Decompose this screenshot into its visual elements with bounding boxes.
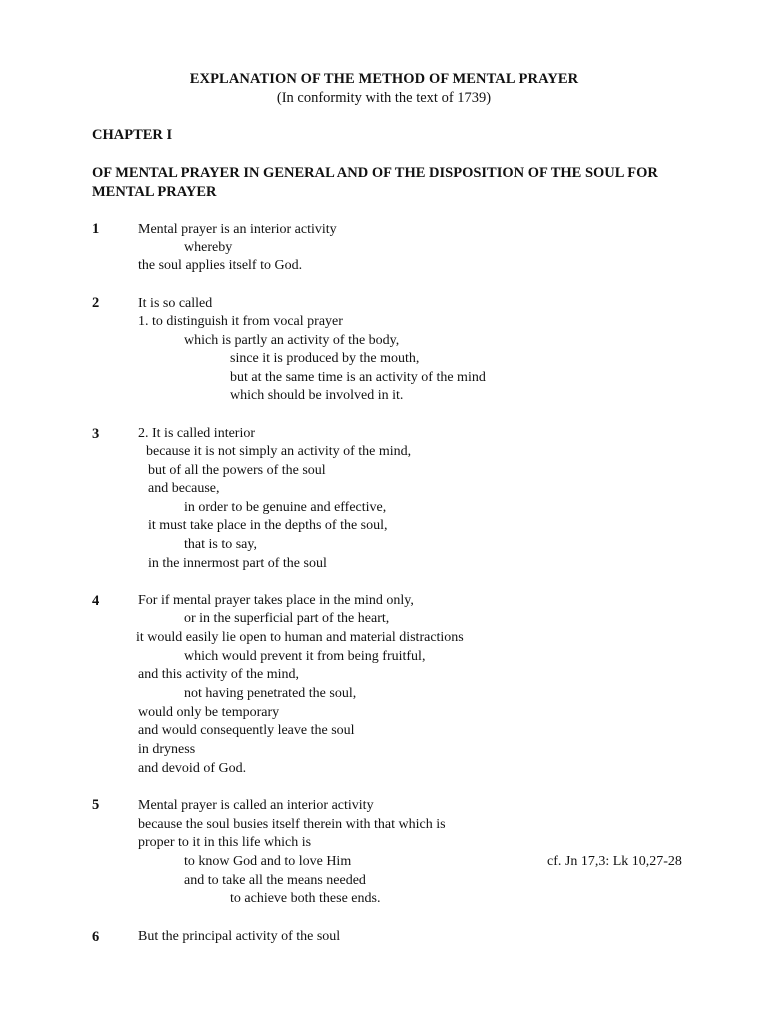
paragraph-line: to know God and to love Him: [184, 854, 352, 869]
paragraph-line: in the innermost part of the soul: [148, 556, 327, 571]
paragraph-line: But the principal activity of the soul: [138, 929, 341, 944]
paragraph-line: and to take all the means needed: [184, 873, 366, 888]
paragraph-line: in dryness: [138, 742, 196, 757]
paragraph-number: 4: [92, 593, 100, 609]
paragraph-line: which is partly an activity of the body,: [184, 333, 400, 348]
paragraph-line: but at the same time is an activity of the mind: [230, 370, 486, 385]
paragraph-line: or in the superficial part of the heart,: [184, 611, 390, 626]
paragraph-line: proper to it in this life which is: [138, 835, 312, 850]
paragraph-line: would only be temporary: [138, 705, 280, 720]
paragraph-line: it would easily lie open to human and material distractions: [136, 630, 464, 645]
chapter-label: CHAPTER I: [92, 127, 173, 143]
paragraph-line: For if mental prayer takes place in the mind only,: [138, 593, 414, 608]
paragraph-line: that is to say,: [184, 537, 257, 552]
paragraph-line: whereby: [184, 240, 233, 255]
paragraph-line: Mental prayer is called an interior activity: [138, 798, 374, 813]
paragraph-line: the soul applies itself to God.: [138, 258, 303, 273]
paragraph-number: 3: [92, 426, 100, 442]
paragraph-number: 2: [92, 295, 100, 311]
document-subtitle: (In conformity with the text of 1739): [276, 90, 492, 106]
paragraph-line: it must take place in the depths of the soul,: [148, 518, 388, 533]
scripture-reference: cf. Jn 17,3: Lk 10,27-28: [547, 854, 682, 869]
paragraph-number: 5: [92, 797, 100, 813]
paragraph-line: 2. It is called interior: [138, 426, 256, 441]
paragraph-line: and this activity of the mind,: [138, 667, 299, 682]
paragraph-line: but of all the powers of the soul: [148, 463, 326, 478]
paragraph-line: Mental prayer is an interior activity: [138, 222, 337, 237]
chapter-heading: [92, 164, 712, 202]
paragraph-line: and would consequently leave the soul: [138, 723, 355, 738]
paragraph-line: It is so called: [138, 296, 213, 311]
paragraph-line: not having penetrated the soul,: [184, 686, 357, 701]
document-title: EXPLANATION OF THE METHOD OF MENTAL PRAYER: [189, 71, 579, 87]
paragraph-line: which would prevent it from being fruitful,: [184, 649, 426, 664]
paragraph-line: since it is produced by the mouth,: [230, 351, 420, 366]
chapter-heading-line: OF MENTAL PRAYER IN GENERAL AND OF THE DISPOSITION OF THE SOUL FOR: [92, 165, 658, 181]
paragraph-number: 6: [92, 929, 100, 945]
paragraph-number: 1: [92, 221, 100, 237]
paragraph-line: and because,: [148, 481, 220, 496]
paragraph-line: 1. to distinguish it from vocal prayer: [138, 314, 343, 329]
paragraph-line: which should be involved in it.: [230, 388, 404, 403]
paragraph-line: in order to be genuine and effective,: [184, 500, 387, 515]
paragraph-line: because the soul busies itself therein with that which is: [138, 817, 446, 832]
paragraph-line: because it is not simply an activity of the mind,: [146, 444, 412, 459]
paragraph-line: to achieve both these ends.: [230, 891, 381, 906]
paragraph-line: and devoid of God.: [138, 761, 247, 776]
chapter-heading-line: MENTAL PRAYER: [92, 184, 217, 200]
